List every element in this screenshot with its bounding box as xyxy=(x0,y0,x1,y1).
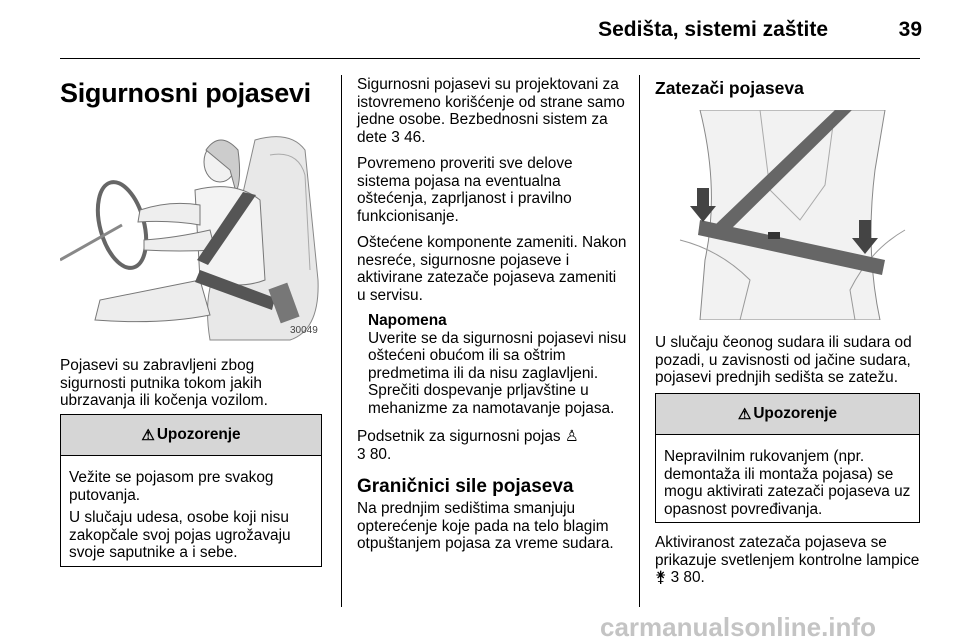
subheading-pretensioners: Zatezači pojaseva xyxy=(655,78,804,98)
header-divider xyxy=(60,58,920,59)
section-title: Sigurnosni pojasevi xyxy=(60,78,311,108)
note-title: Napomena xyxy=(368,312,447,329)
warning-text-2: U slučaju udesa, osobe koji nisu zakopčale svoj pojas ugrožavaju svoje saputnike a i sebe. xyxy=(69,509,291,561)
page-reference-arrow-icon: 3 46. xyxy=(391,128,426,146)
figure-number: 30049 xyxy=(290,325,318,336)
limiter-paragraph: Na prednjim sedištima smanjuju opterećenje koje pada na telo blagim otpuštanjem pojasa za vreme sudara. xyxy=(357,500,614,552)
paragraph-replace: Oštećene komponente zameniti. Nakon nesreće, sigurnosne pojaseve i aktivirane zatezače pojaseva zameniti u servisu. xyxy=(357,234,627,304)
header-title: Sedišta, sistemi zaštite xyxy=(598,18,828,41)
warning-box xyxy=(60,414,322,567)
warning-box-2 xyxy=(655,393,920,523)
subheading-force-limiters: Graničnici sile pojaseva xyxy=(357,476,574,497)
warning-title: Upozorenje xyxy=(156,426,241,443)
page-reference: 3 80. xyxy=(670,569,705,586)
paragraph-projected: Sigurnosni pojasevi su projektovani za istovremeno korišćenje od strane samo jedne osobe. Bezbednosni sistem za dete 3 46. xyxy=(357,76,625,146)
paragraph-check: Povremeno proveriti sve delove sistema pojasa na eventualna oštećenja, zaprljanost i pravilno funkcionisanje. xyxy=(357,155,573,225)
seatbelt-driver-illustration xyxy=(60,130,322,342)
warning-text-3: Nepravilnim rukovanjem (npr. demontaža ili montaža pojasa) se mogu aktivirati zatezači pojaseva uz opasnost povređivanja. xyxy=(664,448,911,518)
pretensioner-illustration xyxy=(660,110,918,320)
warning-triangle-icon: ⚠ xyxy=(141,427,155,444)
warning-text-1: Vežite se pojasom pre svakog putovanja. xyxy=(69,469,274,504)
reminder-paragraph: Podsetnik za sigurnosni pojas ♙ 3 80. xyxy=(357,428,579,463)
warning-title-2: Upozorenje xyxy=(753,405,838,422)
indicator-lamp-icon: ⚵ xyxy=(655,569,667,586)
intro-paragraph: Pojasevi su zabravljeni zbog sigurnosti putnika tokom jakih ubrzavanja ili kočenja vozilom. xyxy=(60,357,268,409)
page-number: 39 xyxy=(898,18,922,41)
column-divider-1 xyxy=(341,75,342,607)
note-block xyxy=(368,312,630,417)
seatbelt-reminder-icon: ♙ xyxy=(564,428,579,445)
column-divider-2 xyxy=(639,75,640,607)
watermark: carmanualsonline.info xyxy=(600,612,876,642)
indicator-paragraph: Aktiviranost zatezača pojaseva se prikazuje svetlenjem kontrolne lampice ⚵ 3 80. xyxy=(655,534,920,586)
warning-triangle-icon: ⚠ xyxy=(737,406,752,423)
pretensioner-paragraph: U slučaju čeonog sudara ili sudara od pozadi, u zavisnosti od jačine sudara, pojasevi prednjih sedišta se zatežu. xyxy=(655,334,912,386)
page-reference: 3 80. xyxy=(357,445,392,463)
warning-header-2 xyxy=(656,394,919,435)
warning-header xyxy=(61,415,321,456)
page-header xyxy=(0,14,960,54)
note-text: Uverite se da sigurnosni pojasevi nisu oštećeni obućom ili sa oštrim predmetima ili da nisu zaglavljeni. Sprečiti dospevanje prljavštine u mehanizme za namotavanje pojasa. xyxy=(368,329,627,417)
